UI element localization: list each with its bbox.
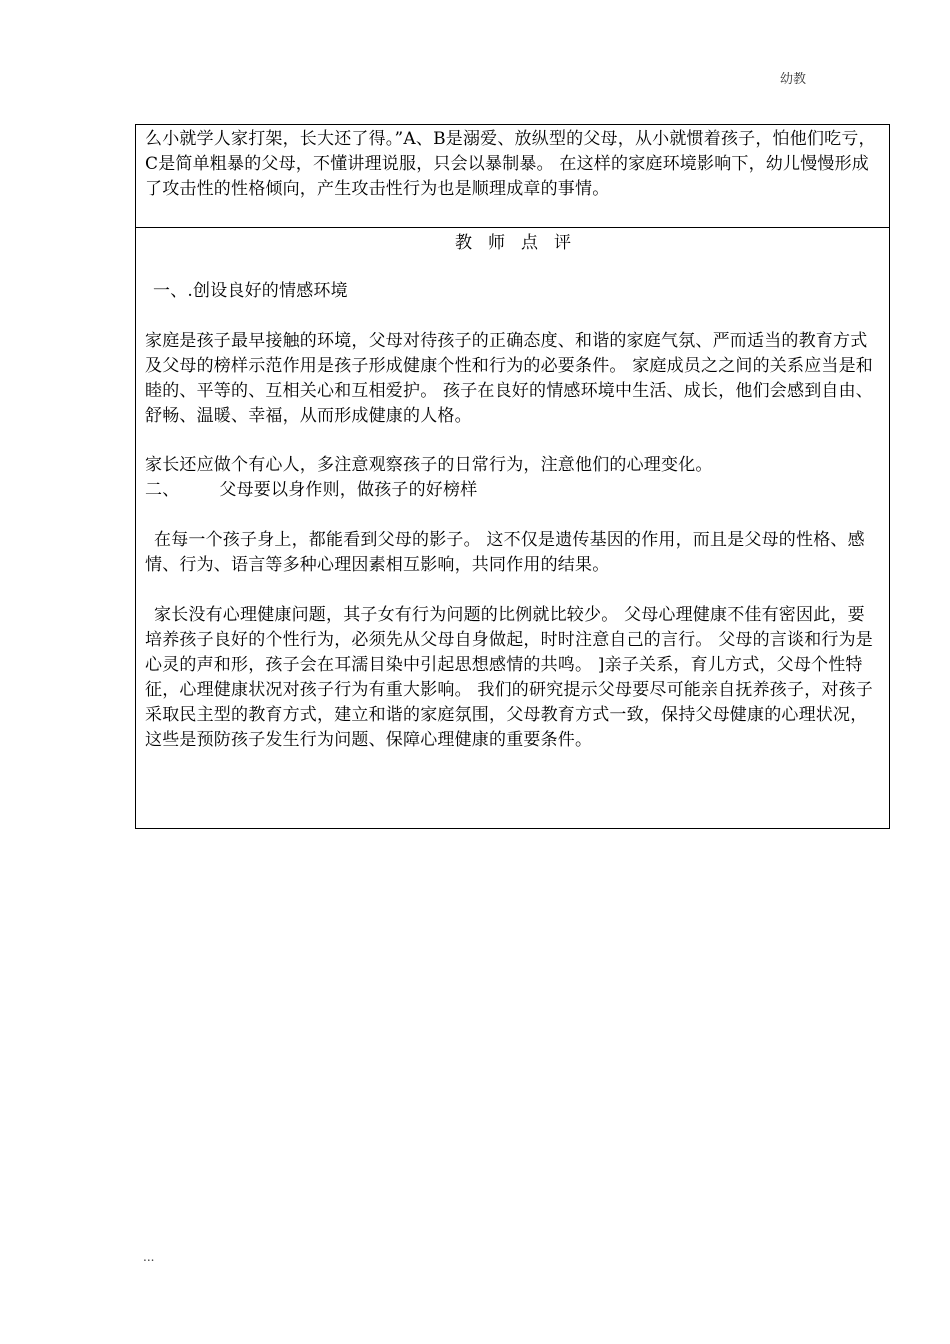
paragraph-4: 家长没有心理健康问题，其子女有行为问题的比例就比较少。 父母心理健康不佳有密因此，要培养孩子良好的个性行为，必须先从父母自身做起，时时注意自己的言行。 父母的言谈和行为是心灵的声和形，孩子会在耳濡目染中引起思想感情的共鸣。 ]亲子关系，育儿方式，父母个性特征，心理健康状况对孩子行为有重大影响。 我们的研究提示父母要尽可能亲自抚养孩子，对孩子采取民主型的教育方式，建立和谐的家庭氛围，父母教育方式一致，保持父母健康的心理状况，这些是预防孩子发生行为问题、保障心理健康的重要条件。 xyxy=(145,605,874,750)
paragraph-2: 家长还应做个有心人，多注意观察孩子的日常行为，注意他们的心理变化。 xyxy=(145,455,713,475)
section1-heading: 一、.创设良好的情感环境 xyxy=(153,281,348,301)
review-title: 教师点评 xyxy=(455,233,587,253)
section2-heading: 父母要以身作则，做孩子的好榜样 xyxy=(219,480,478,500)
table-cell-case-description xyxy=(136,125,889,228)
section2-number: 二、 xyxy=(145,480,180,500)
section2-heading-row xyxy=(145,478,881,503)
document-table xyxy=(135,124,890,829)
table-cell-teacher-review xyxy=(136,231,889,828)
page-header-label: 幼教 xyxy=(780,72,807,87)
case-description-text: 么小就学人家打架，长大还了得。”A、B是溺爱、放纵型的父母，从小就惯着孩子，怕他们吃亏，C是简单粗暴的父母，不懂讲理说服，只会以暴制暴。 在这样的家庭环境影响下，幼儿慢慢形成了攻击性的性格倾向，产生攻击性行为也是顺理成章的事情。 xyxy=(145,129,876,199)
paragraph-3: 在每一个孩子身上，都能看到父母的影子。 这不仅是遗传基因的作用，而且是父母的性格、感情、行为、语言等多种心理因素相互影响，共同作用的结果。 xyxy=(145,530,865,575)
paragraph-1: 家庭是孩子最早接触的环境，父母对待孩子的正确态度、和谐的家庭气氛、严而适当的教育方式及父母的榜样示范作用是孩子形成健康个性和行为的必要条件。 家庭成员之之间的关系应当是和睦的、平等的、互相关心和互相爱护。 孩子在良好的情感环境中生活、成长，他们会感到自由、舒畅、温暖、幸福，从而形成健康的人格。 xyxy=(145,331,874,426)
page-footer-dots: ... xyxy=(143,1250,155,1264)
